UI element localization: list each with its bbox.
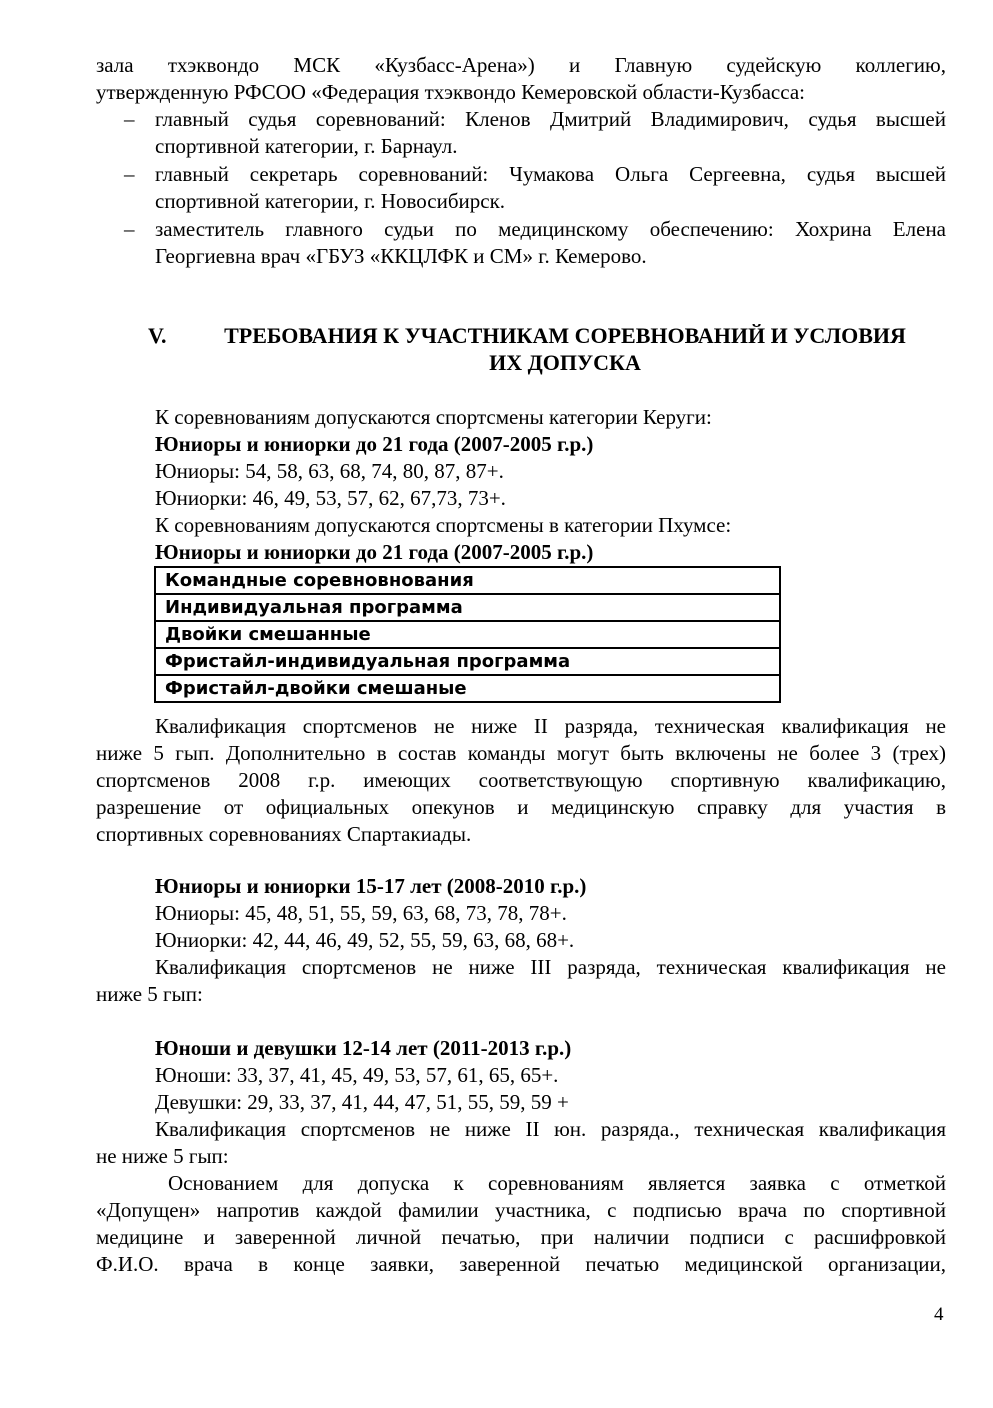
- paragraph-line: Квалификация спортсменов не ниже II разряда, техническая квалификация не: [155, 714, 946, 738]
- kyorugi-intro: К соревнованиям допускаются спортсмены категории Керуги:: [155, 405, 712, 429]
- discipline-cell: Фристайл-индивидуальная программа: [155, 648, 780, 675]
- paragraph-line: Квалификация спортсменов не ниже III разряда, техническая квалификация не: [155, 955, 946, 979]
- qualification-21-paragraph: [96, 713, 946, 848]
- table-row: [155, 675, 780, 702]
- discipline-cell: Индивидуальная программа: [155, 594, 780, 621]
- dash-marker: –: [124, 162, 135, 186]
- paragraph-line: Основанием для допуска к соревнованиям является заявка с отметкой: [168, 1171, 946, 1195]
- poomsae-disciplines-table: [154, 566, 781, 703]
- official-line-2: спортивной категории, г. Барнаул.: [155, 134, 458, 158]
- discipline-cell: Двойки смешанные: [155, 621, 780, 648]
- official-medical-deputy: [96, 216, 946, 270]
- paragraph-line: спортивных соревнованиях Спартакиады.: [96, 822, 472, 846]
- group-12-14-girls: Девушки: 29, 33, 37, 41, 44, 47, 51, 55, 59, 59 +: [155, 1090, 569, 1114]
- kyorugi-juniors-women: Юниорки: 46, 49, 53, 57, 62, 67,73, 73+.: [155, 486, 506, 510]
- official-line-2: спортивной категории, г. Новосибирск.: [155, 189, 506, 213]
- paragraph-line: ниже 5 гып. Дополнительно в состав команды могут быть включены не более 3 (трех): [96, 741, 946, 765]
- paragraph-line: ниже 5 гып:: [96, 982, 203, 1006]
- official-chief-judge: [96, 106, 946, 160]
- poomsae-group-title: Юниоры и юниорки до 21 года (2007-2005 г.р.): [155, 540, 594, 564]
- group-12-14-boys: Юноши: 33, 37, 41, 45, 49, 53, 57, 61, 65, 65+.: [155, 1063, 559, 1087]
- table-row: [155, 621, 780, 648]
- official-line-1: заместитель главного судьи по медицинскому обеспечению: Хохрина Елена: [155, 217, 946, 241]
- table-row: [155, 594, 780, 621]
- paragraph-line: «Допущен» напротив каждой фамилии участника, с подписью врача по спортивной: [96, 1198, 946, 1222]
- poomsae-intro: К соревнованиям допускаются спортсмены в категории Пхумсе:: [155, 513, 732, 537]
- paragraph-line: Ф.И.О. врача в конце заявки, заверенной печатью медицинской организации,: [96, 1252, 946, 1276]
- official-line-1: главный судья соревнований: Кленов Дмитрий Владимирович, судья высшей: [155, 107, 946, 131]
- dash-marker: –: [124, 217, 135, 241]
- intro-line-1: зала тхэквондо МСК «Кузбасс-Арена») и Главную судейскую коллегию,: [96, 53, 946, 77]
- group-12-14-title: Юноши и девушки 12-14 лет (2011-2013 г.р.): [155, 1036, 572, 1060]
- intro-line-2: утвержденную РФСОО «Федерация тхэквондо Кемеровской области-Кузбасса:: [96, 80, 805, 104]
- paragraph-line: разрешение от официальных опекунов и медицинскую справку для участия в: [96, 795, 946, 819]
- discipline-cell: Фристайл-двойки смешаные: [155, 675, 780, 702]
- paragraph-line: не ниже 5 гып:: [96, 1144, 229, 1168]
- section-title-line-2: ИХ ДОПУСКА: [489, 350, 641, 375]
- admission-basis-paragraph: [96, 1170, 946, 1278]
- section-title-line-1: ТРЕБОВАНИЯ К УЧАСТНИКАМ СОРЕВНОВАНИЙ И УСЛОВИЯ: [224, 323, 906, 348]
- group-12-14-qualification: [96, 1116, 946, 1170]
- kyorugi-juniors-men: Юниоры: 54, 58, 63, 68, 74, 80, 87, 87+.: [155, 459, 504, 483]
- paragraph-line: медицине и заверенной личной печатью, при наличии подписи с расшифровкой: [96, 1225, 946, 1249]
- official-line-1: главный секретарь соревнований: Чумакова Ольга Сергеевна, судья высшей: [155, 162, 946, 186]
- group-15-17-qualification: [96, 954, 946, 1008]
- group-15-17-women: Юниорки: 42, 44, 46, 49, 52, 55, 59, 63, 68, 68+.: [155, 928, 575, 952]
- section-title: [200, 322, 930, 376]
- paragraph-line: спортсменов 2008 г.р. имеющих соответствующую спортивную квалификацию,: [96, 768, 946, 792]
- dash-marker: –: [124, 107, 135, 131]
- group-15-17-title: Юниоры и юниорки 15-17 лет (2008-2010 г.р.): [155, 874, 587, 898]
- official-chief-secretary: [96, 161, 946, 215]
- official-line-2: Георгиевна врач «ГБУЗ «ККЦЛФК и СМ» г. Кемерово.: [155, 244, 647, 268]
- section-number: V.: [148, 323, 167, 348]
- group-15-17-men: Юниоры: 45, 48, 51, 55, 59, 63, 68, 73, 78, 78+.: [155, 901, 567, 925]
- kyorugi-group-title: Юниоры и юниорки до 21 года (2007-2005 г.р.): [155, 432, 594, 456]
- page-number: 4: [934, 1304, 944, 1325]
- paragraph-line: Квалификация спортсменов не ниже II юн. разряда., техническая квалификация: [155, 1117, 946, 1141]
- table-row: [155, 567, 780, 594]
- discipline-cell: Командные соревновнования: [155, 567, 780, 594]
- table-row: [155, 648, 780, 675]
